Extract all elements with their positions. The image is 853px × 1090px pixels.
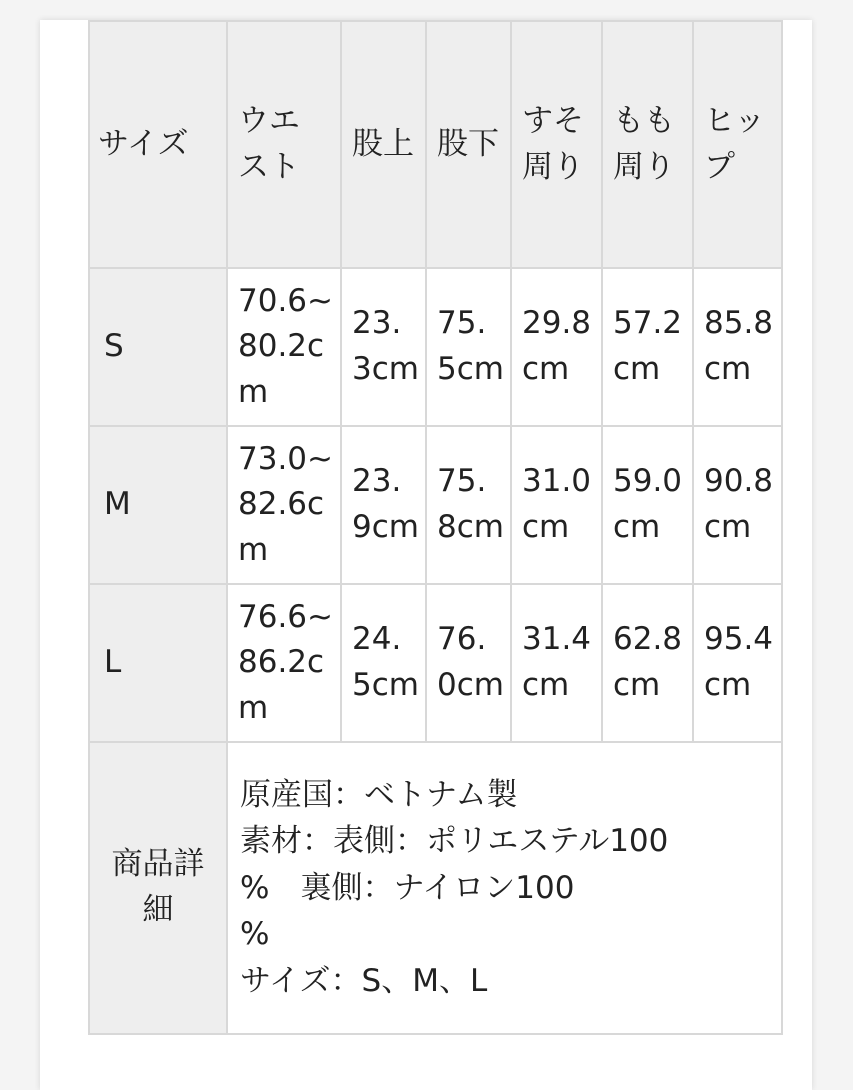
header-waist-label: ウエスト [238,102,300,185]
size-cell [89,584,227,742]
table-row [89,584,782,742]
hip-cell [693,268,782,426]
header-size-label: サイズ [98,125,189,162]
size-table [88,20,783,1035]
header-hem [511,21,602,268]
sizes-text: サイズ：S、M、L [240,962,488,999]
header-thigh [602,21,693,268]
hem-value: 29.8cm [522,305,592,387]
hip-cell [693,584,782,742]
rise-value: 23.9cm [352,463,419,545]
inseam-value: 75.5cm [437,305,504,387]
rise-cell [341,426,426,584]
thigh-cell [602,584,693,742]
thigh-value: 57.2cm [613,305,683,387]
rise-value: 23.3cm [352,305,419,387]
hip-value: 85.8cm [704,305,774,387]
waist-cell [227,426,341,584]
header-hip [693,21,782,268]
inseam-cell [426,426,511,584]
table-row [89,426,782,584]
waist-value: 76.6~86.2cm [238,598,333,726]
size-cell [89,268,227,426]
size-cell [89,426,227,584]
rise-value: 24.5cm [352,621,419,703]
table-row [89,268,782,426]
details-row [89,742,782,1034]
size-value: S [104,328,124,365]
inseam-cell [426,584,511,742]
origin-text: 原産国：ベトナム製 [240,776,518,813]
material-text-line2: % 裏側：ナイロン100 [240,869,575,906]
hip-value: 90.8cm [704,463,774,545]
header-hip-label: ヒップ [704,102,766,185]
inseam-cell [426,268,511,426]
header-inseam-label: 股下 [437,125,499,162]
header-hem-label: すそ周り [522,102,584,185]
header-rise [341,21,426,268]
waist-value: 73.0~82.6cm [238,440,333,568]
thigh-value: 62.8cm [613,621,683,703]
header-row [89,21,782,268]
hem-cell [511,268,602,426]
material-text-line1: 素材：表側：ポリエステル100 [240,823,669,860]
hip-cell [693,426,782,584]
details-label-cell [89,742,227,1034]
waist-cell [227,268,341,426]
waist-value: 70.6~80.2cm [238,282,333,410]
header-thigh-label: もも周り [613,102,675,185]
thigh-cell [602,268,693,426]
material-text-line3: % [240,916,270,953]
header-rise-label: 股上 [352,125,414,162]
hem-cell [511,584,602,742]
thigh-cell [602,426,693,584]
header-inseam [426,21,511,268]
hem-value: 31.4cm [522,621,592,703]
waist-cell [227,584,341,742]
inseam-value: 76.0cm [437,621,504,703]
hem-cell [511,426,602,584]
rise-cell [341,584,426,742]
details-label: 商品詳細 [111,846,205,928]
hip-value: 95.4cm [704,621,774,703]
details-cell [227,742,782,1034]
hem-value: 31.0cm [522,463,592,545]
rise-cell [341,268,426,426]
inseam-value: 75.8cm [437,463,504,545]
header-waist [227,21,341,268]
size-value: L [104,644,122,681]
size-value: M [104,486,131,523]
header-size [89,21,227,268]
thigh-value: 59.0cm [613,463,683,545]
